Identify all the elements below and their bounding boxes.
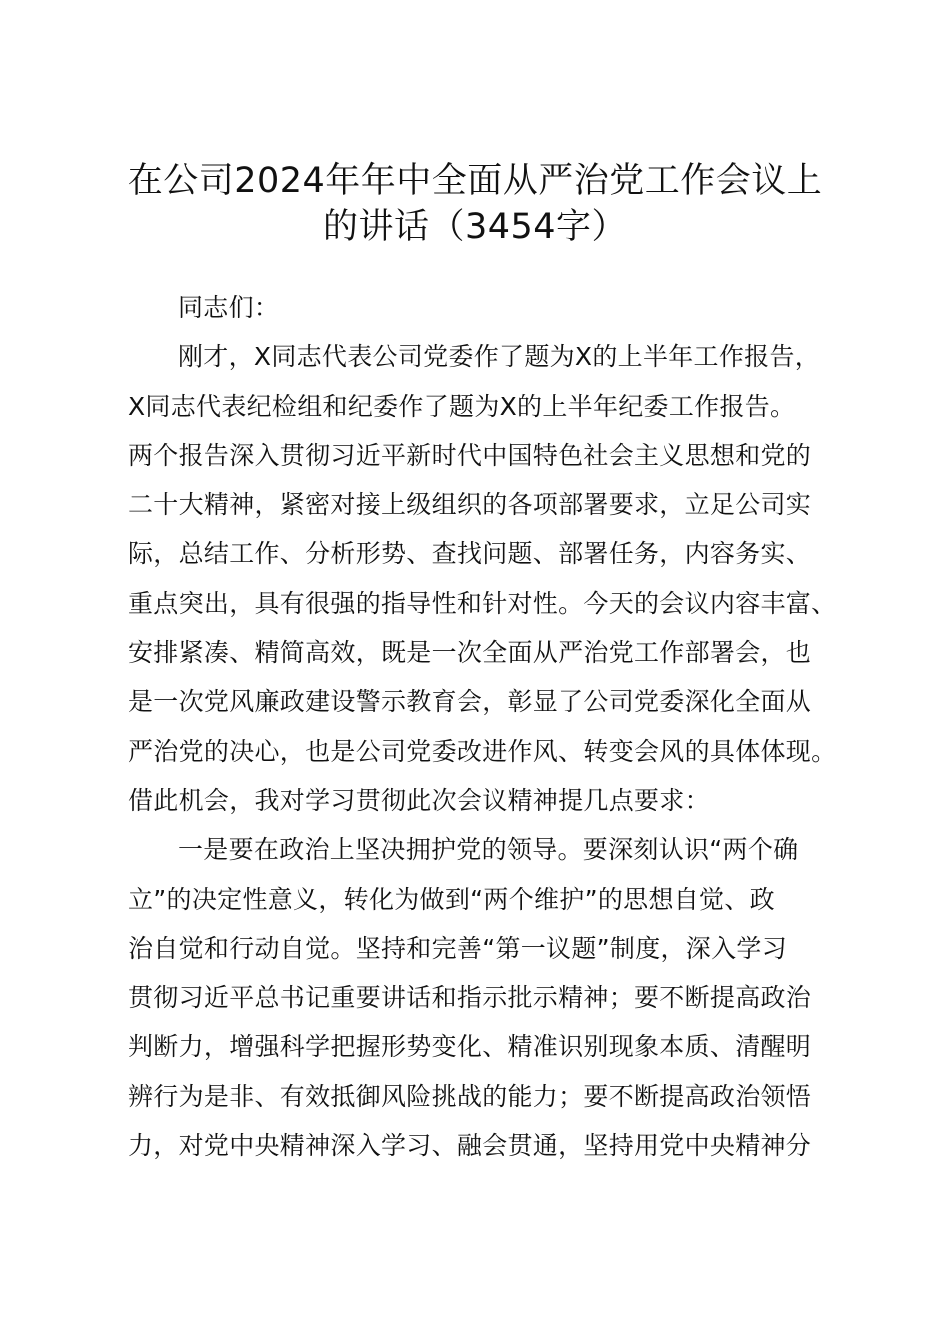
paragraph-2-line: 力，对党中央精神深入学习、融会贯通，坚持用党中央精神分	[128, 1131, 812, 1161]
paragraph-1-line: 重点突出，具有很强的指导性和针对性。今天的会议内容丰富、	[128, 588, 837, 618]
paragraph-1-line: 严治党的决心，也是公司党委改进作风、转变会风的具体体现。	[128, 736, 837, 766]
paragraph-1-line: 借此机会，我对学习贯彻此次会议精神提几点要求：	[128, 785, 710, 815]
paragraph-2-line: 立”的决定性意义，转化为做到“两个维护”的思想自觉、政	[128, 884, 775, 914]
title-line-1: 在公司2024年年中全面从严治党工作会议上	[127, 161, 823, 201]
title-line-2: 的讲话（3454字）	[322, 207, 628, 247]
salutation: 同志们：	[178, 293, 280, 322]
paragraph-1-line: X同志代表纪检组和纪委作了题为X的上半年纪委工作报告。	[128, 391, 796, 421]
paragraph-1-line: 是一次党风廉政建设警示教育会，彰显了公司党委深化全面从	[128, 687, 812, 717]
paragraph-2-line: 贯彻习近平总书记重要讲话和指示批示精神；要不断提高政治	[128, 983, 812, 1013]
document-body	[128, 283, 868, 1170]
paragraph-1-line: 安排紧凑、精简高效，既是一次全面从严治党工作部署会，也	[128, 638, 812, 668]
document-title	[110, 158, 840, 250]
paragraph-2-line: 一是要在政治上坚决拥护党的领导。要深刻认识“两个确	[178, 835, 799, 865]
paragraph-2-line: 判断力，增强科学把握形势变化、精准识别现象本质、清醒明	[128, 1032, 812, 1062]
paragraph-1-line: 际，总结工作、分析形势、查找问题、部署任务，内容务实、	[128, 539, 812, 569]
paragraph-2-line: 治自觉和行动自觉。坚持和完善“第一议题”制度，深入学习	[128, 933, 788, 963]
paragraph-1-line: 二十大精神，紧密对接上级组织的各项部署要求，立足公司实	[128, 490, 812, 520]
paragraph-2-line: 辨行为是非、有效抵御风险挑战的能力；要不断提高政治领悟	[128, 1081, 812, 1111]
paragraph-1-line: 两个报告深入贯彻习近平新时代中国特色社会主义思想和党的	[128, 440, 812, 470]
paragraph-1-line: 刚才，X同志代表公司党委作了题为X的上半年工作报告，	[178, 342, 821, 372]
